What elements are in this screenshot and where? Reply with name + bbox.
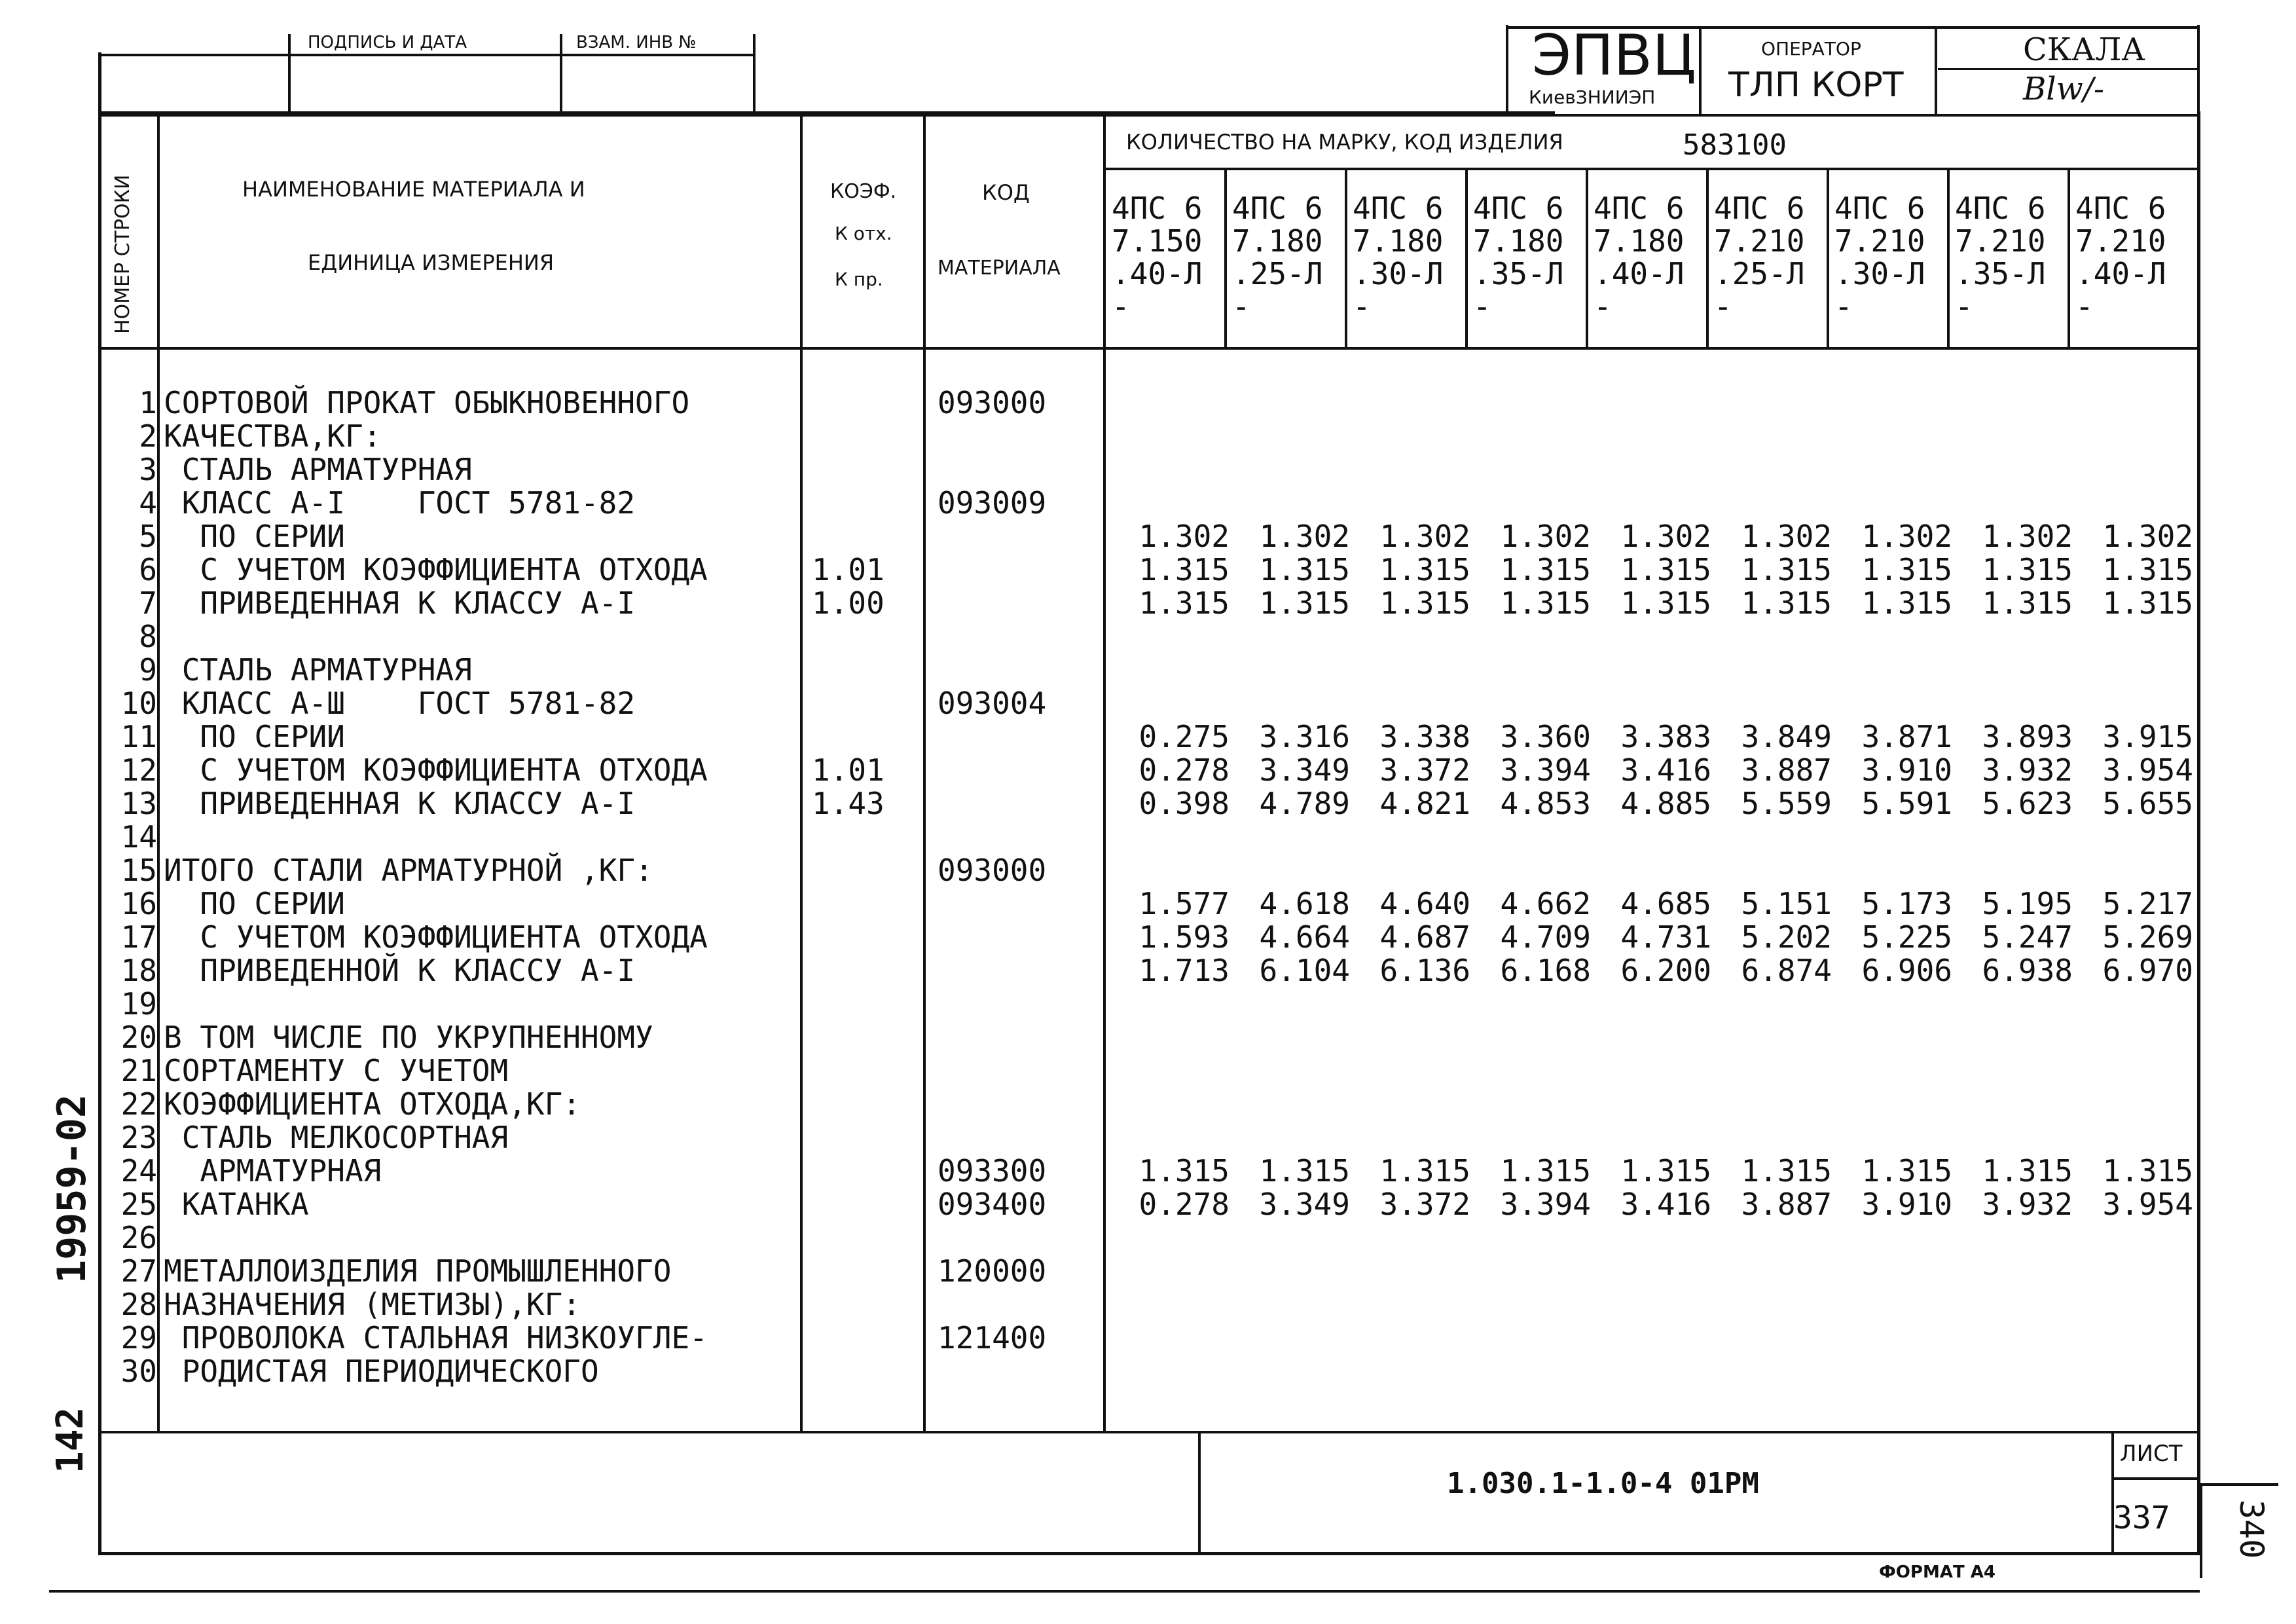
quantity-cell: 1.302 xyxy=(1620,519,1711,554)
quantity-cell: 3.932 xyxy=(1982,1187,2073,1222)
quantity-cell: 6.970 xyxy=(2102,953,2193,988)
quantity-cell: 4.664 xyxy=(1259,919,1350,955)
quantity-cell: 5.195 xyxy=(1982,886,2073,921)
material-name: КАЧЕСТВА,КГ: xyxy=(164,418,382,454)
quantity-cell: 6.136 xyxy=(1379,953,1470,988)
quantity-cell: 3.316 xyxy=(1259,719,1350,754)
quantity-cell: 1.315 xyxy=(1620,1153,1711,1189)
quantity-cell: 1.315 xyxy=(1500,552,1591,587)
material-name: НАЗНАЧЕНИЯ (МЕТИЗЫ),КГ: xyxy=(164,1287,581,1322)
quantity-cell: 1.315 xyxy=(1379,585,1470,621)
row-number: 4 xyxy=(139,485,157,521)
material-name: СТАЛЬ АРМАТУРНАЯ xyxy=(164,452,472,487)
row-number: 15 xyxy=(120,853,157,888)
quantity-cell: 6.938 xyxy=(1982,953,2073,988)
quantity-cell: 0.398 xyxy=(1139,786,1230,821)
quantity-cell: 5.202 xyxy=(1741,919,1832,955)
product-column-header-3-line-4: - xyxy=(1353,289,1371,324)
quantity-cell: 3.910 xyxy=(1861,752,1952,788)
page-number: 340 xyxy=(2232,1500,2270,1559)
row-number: 28 xyxy=(120,1287,157,1322)
quantity-cell: 1.713 xyxy=(1139,953,1230,988)
material-code: 093300 xyxy=(938,1153,1047,1189)
product-column-header-9-line-3: .40-Л xyxy=(2075,256,2166,291)
quantity-cell: 3.360 xyxy=(1500,719,1591,754)
quantity-cell: 1.315 xyxy=(1741,1153,1832,1189)
row-number: 8 xyxy=(139,619,157,654)
quantity-cell: 3.954 xyxy=(2102,752,2193,788)
quantity-cell: 1.577 xyxy=(1139,886,1230,921)
quantity-cell: 1.315 xyxy=(1620,552,1711,587)
quantity-cell: 5.217 xyxy=(2102,886,2193,921)
material-code: 093000 xyxy=(938,853,1047,888)
line-number-header: НОМЕР СТРОКИ xyxy=(111,174,134,334)
quantity-cell: 1.315 xyxy=(1741,585,1832,621)
quantity-cell: 0.278 xyxy=(1139,1187,1230,1222)
row-number: 27 xyxy=(120,1253,157,1289)
quantity-cell: 5.559 xyxy=(1741,786,1832,821)
quantity-cell: 1.302 xyxy=(1741,519,1832,554)
material-code: 121400 xyxy=(938,1320,1047,1356)
product-column-header-3-line-3: .30-Л xyxy=(1353,256,1444,291)
quantity-cell: 1.315 xyxy=(1259,585,1350,621)
row-number: 17 xyxy=(120,919,157,955)
material-name: С УЧЕТОМ КОЭФФИЦИЕНТА ОТХОДА xyxy=(164,552,708,587)
material-code: 120000 xyxy=(938,1253,1047,1289)
quantity-cell: 4.885 xyxy=(1620,786,1711,821)
org-subname: КиевЗНИИЭП xyxy=(1529,86,1656,108)
quantity-cell: 3.338 xyxy=(1379,719,1470,754)
quantity-cell: 3.893 xyxy=(1982,719,2073,754)
code-header-1: КОД xyxy=(982,180,1030,205)
quantity-cell: 6.200 xyxy=(1620,953,1711,988)
material-name: СТАЛЬ МЕЛКОСОРТНАЯ xyxy=(164,1120,509,1155)
quantity-cell: 1.302 xyxy=(1259,519,1350,554)
product-column-header-5-line-1: 4ПС 6 xyxy=(1594,191,1685,226)
material-name: КАТАНКА xyxy=(164,1187,309,1222)
product-column-header-1-line-4: - xyxy=(1112,289,1130,324)
quantity-cell: 1.315 xyxy=(1982,585,2073,621)
product-column-header-8-line-1: 4ПС 6 xyxy=(1955,191,2046,226)
coefficient: 1.01 xyxy=(812,552,884,587)
quantity-cell: 5.623 xyxy=(1982,786,2073,821)
quantity-cell: 6.906 xyxy=(1861,953,1952,988)
quantity-cell: 4.618 xyxy=(1259,886,1350,921)
product-column-header-6-line-1: 4ПС 6 xyxy=(1714,191,1805,226)
row-number: 10 xyxy=(120,686,157,721)
quantity-cell: 1.302 xyxy=(1861,519,1952,554)
skala-signature: Вlw/- xyxy=(2023,71,2105,107)
product-column-header-1-line-2: 7.150 xyxy=(1112,223,1203,259)
product-column-header-5-line-4: - xyxy=(1594,289,1612,324)
quantity-cell: 1.593 xyxy=(1139,919,1230,955)
quantity-cell: 1.315 xyxy=(1379,552,1470,587)
row-number: 30 xyxy=(120,1354,157,1389)
quantity-cell: 3.887 xyxy=(1741,752,1832,788)
skala-label: СКАЛА xyxy=(2023,31,2145,68)
row-number: 7 xyxy=(139,585,157,621)
row-number: 2 xyxy=(139,418,157,454)
row-number: 12 xyxy=(120,752,157,788)
material-name: С УЧЕТОМ КОЭФФИЦИЕНТА ОТХОДА xyxy=(164,752,708,788)
material-name: ПРОВОЛОКА СТАЛЬНАЯ НИЗКОУГЛЕ- xyxy=(164,1320,708,1356)
stamp-signature-date-label: ПОДПИСЬ И ДАТА xyxy=(308,33,467,52)
quantity-cell: 1.315 xyxy=(2102,1153,2193,1189)
quantity-cell: 1.315 xyxy=(1139,585,1230,621)
product-column-header-1-line-3: .40-Л xyxy=(1112,256,1203,291)
row-number: 21 xyxy=(120,1053,157,1088)
product-code: 583100 xyxy=(1683,128,1787,162)
material-name: РОДИСТАЯ ПЕРИОДИЧЕСКОГО xyxy=(164,1354,599,1389)
material-name: ПО СЕРИИ xyxy=(164,519,345,554)
product-column-header-4-line-4: - xyxy=(1473,289,1491,324)
material-name: МЕТАЛЛОИЗДЕЛИЯ ПРОМЫШЛЕННОГО xyxy=(164,1253,672,1289)
sheet-number: 337 xyxy=(2113,1500,2170,1536)
row-number: 9 xyxy=(139,652,157,688)
quantity-cell: 0.275 xyxy=(1139,719,1230,754)
quantity-cell: 3.416 xyxy=(1620,752,1711,788)
quantity-cell: 4.731 xyxy=(1620,919,1711,955)
quantity-cell: 1.315 xyxy=(1500,1153,1591,1189)
product-column-header-7-line-4: - xyxy=(1834,289,1853,324)
quantity-cell: 5.173 xyxy=(1861,886,1952,921)
product-column-header-8-line-3: .35-Л xyxy=(1955,256,2046,291)
material-code: 093009 xyxy=(938,485,1047,521)
product-column-header-4-line-1: 4ПС 6 xyxy=(1473,191,1564,226)
row-number: 6 xyxy=(139,552,157,587)
quantity-cell: 1.315 xyxy=(1379,1153,1470,1189)
quantity-cell: 5.247 xyxy=(1982,919,2073,955)
product-column-header-2-line-2: 7.180 xyxy=(1232,223,1323,259)
row-number: 1 xyxy=(139,385,157,420)
quantity-cell: 5.151 xyxy=(1741,886,1832,921)
row-number: 23 xyxy=(120,1120,157,1155)
product-column-header-9-line-1: 4ПС 6 xyxy=(2075,191,2166,226)
material-code: 093004 xyxy=(938,686,1047,721)
quantity-cell: 4.853 xyxy=(1500,786,1591,821)
quantity-cell: 5.225 xyxy=(1861,919,1952,955)
quantity-cell: 1.315 xyxy=(1139,552,1230,587)
product-column-header-5-line-2: 7.180 xyxy=(1594,223,1685,259)
coefficient: 1.00 xyxy=(812,585,884,621)
quantity-cell: 1.302 xyxy=(1139,519,1230,554)
material-name: СОРТАМЕНТУ С УЧЕТОМ xyxy=(164,1053,509,1088)
quantity-cell: 1.315 xyxy=(2102,585,2193,621)
row-number: 24 xyxy=(120,1153,157,1189)
row-number: 25 xyxy=(120,1187,157,1222)
quantity-cell: 4.662 xyxy=(1500,886,1591,921)
org-name: ЭПВЦ xyxy=(1532,23,1696,88)
sheet-label: ЛИСТ xyxy=(2120,1441,2183,1467)
quantity-cell: 4.687 xyxy=(1379,919,1470,955)
material-name: КЛАСС А-Ш ГОСТ 5781-82 xyxy=(164,686,636,721)
material-name: СТАЛЬ АРМАТУРНАЯ xyxy=(164,652,472,688)
material-code: 093000 xyxy=(938,385,1047,420)
product-column-header-9-line-2: 7.210 xyxy=(2075,223,2166,259)
coef-header-3: К пр. xyxy=(835,268,883,290)
quantity-cell: 3.349 xyxy=(1259,752,1350,788)
material-name: КОЭФФИЦИЕНТА ОТХОДА,КГ: xyxy=(164,1086,581,1122)
quantity-cell: 1.315 xyxy=(1741,552,1832,587)
material-name: КЛАСС А-I ГОСТ 5781-82 xyxy=(164,485,636,521)
quantity-cell: 3.394 xyxy=(1500,1187,1591,1222)
product-column-header-1-line-1: 4ПС 6 xyxy=(1112,191,1203,226)
quantity-cell: 1.302 xyxy=(1982,519,2073,554)
product-column-header-4-line-3: .35-Л xyxy=(1473,256,1564,291)
format-label: ФОРМАТ А4 xyxy=(1879,1562,1995,1582)
code-header-2: МАТЕРИАЛА xyxy=(938,257,1061,280)
quantity-cell: 4.821 xyxy=(1379,786,1470,821)
row-number: 11 xyxy=(120,719,157,754)
material-name: ПО СЕРИИ xyxy=(164,719,345,754)
product-column-header-8-line-4: - xyxy=(1955,289,1973,324)
row-number: 3 xyxy=(139,452,157,487)
quantity-cell: 3.910 xyxy=(1861,1187,1952,1222)
product-column-header-7-line-3: .30-Л xyxy=(1834,256,1925,291)
operator-name: ТЛП КОРТ xyxy=(1728,65,1904,105)
quantity-cell: 3.954 xyxy=(2102,1187,2193,1222)
quantity-cell: 1.315 xyxy=(1620,585,1711,621)
material-name: АРМАТУРНАЯ xyxy=(164,1153,382,1189)
material-name: ПРИВЕДЕННОЙ К КЛАССУ А-I xyxy=(164,953,636,988)
quantity-cell: 6.104 xyxy=(1259,953,1350,988)
quantity-cell: 4.640 xyxy=(1379,886,1470,921)
quantity-cell: 3.394 xyxy=(1500,752,1591,788)
quantity-cell: 1.315 xyxy=(1861,585,1952,621)
quantity-cell: 4.685 xyxy=(1620,886,1711,921)
quantity-cell: 0.278 xyxy=(1139,752,1230,788)
row-number: 22 xyxy=(120,1086,157,1122)
quantity-cell: 3.372 xyxy=(1379,752,1470,788)
product-column-header-2-line-1: 4ПС 6 xyxy=(1232,191,1323,226)
product-column-header-3-line-2: 7.180 xyxy=(1353,223,1444,259)
quantity-cell: 3.887 xyxy=(1741,1187,1832,1222)
quantity-header: КОЛИЧЕСТВО НА МАРКУ, КОД ИЗДЕЛИЯ xyxy=(1126,130,1563,155)
product-column-header-5-line-3: .40-Л xyxy=(1594,256,1685,291)
operator-label: ОПЕРАТОР xyxy=(1761,38,1861,60)
quantity-cell: 1.315 xyxy=(1500,585,1591,621)
quantity-cell: 1.302 xyxy=(1379,519,1470,554)
quantity-cell: 1.315 xyxy=(2102,552,2193,587)
row-number: 29 xyxy=(120,1320,157,1356)
product-column-header-7-line-1: 4ПС 6 xyxy=(1834,191,1925,226)
quantity-cell: 4.789 xyxy=(1259,786,1350,821)
product-column-header-6-line-4: - xyxy=(1714,289,1732,324)
row-number: 5 xyxy=(139,519,157,554)
side-document-number: 19959-02 xyxy=(49,1094,95,1283)
product-column-header-2-line-3: .25-Л xyxy=(1232,256,1323,291)
material-name: ПРИВЕДЕННАЯ К КЛАССУ А-I xyxy=(164,786,636,821)
row-number: 19 xyxy=(120,986,157,1022)
quantity-cell: 6.874 xyxy=(1741,953,1832,988)
side-page-number: 142 xyxy=(49,1407,92,1473)
quantity-cell: 1.315 xyxy=(1259,1153,1350,1189)
material-name: С УЧЕТОМ КОЭФФИЦИЕНТА ОТХОДА xyxy=(164,919,708,955)
quantity-cell: 1.315 xyxy=(1861,1153,1952,1189)
quantity-cell: 3.416 xyxy=(1620,1187,1711,1222)
row-number: 26 xyxy=(120,1220,157,1255)
product-column-header-6-line-2: 7.210 xyxy=(1714,223,1805,259)
product-column-header-4-line-2: 7.180 xyxy=(1473,223,1564,259)
quantity-cell: 3.849 xyxy=(1741,719,1832,754)
material-name: В ТОМ ЧИСЛЕ ПО УКРУПНЕННОМУ xyxy=(164,1020,653,1055)
material-name: СОРТОВОЙ ПРОКАТ ОБЫКНОВЕННОГО xyxy=(164,385,690,420)
coefficient: 1.01 xyxy=(812,752,884,788)
quantity-cell: 3.349 xyxy=(1259,1187,1350,1222)
coefficient: 1.43 xyxy=(812,786,884,821)
document-code: 1.030.1-1.0-4 01РМ xyxy=(1447,1467,1759,1500)
quantity-cell: 3.871 xyxy=(1861,719,1952,754)
quantity-cell: 3.915 xyxy=(2102,719,2193,754)
coef-header-1: КОЭФ. xyxy=(830,180,897,203)
row-number: 20 xyxy=(120,1020,157,1055)
coef-header-2: К отх. xyxy=(835,223,892,244)
material-name: ПО СЕРИИ xyxy=(164,886,345,921)
quantity-cell: 3.383 xyxy=(1620,719,1711,754)
quantity-cell: 1.302 xyxy=(1500,519,1591,554)
material-name-header-1: НАИМЕНОВАНИЕ МАТЕРИАЛА И xyxy=(242,177,585,202)
quantity-cell: 1.315 xyxy=(1982,1153,2073,1189)
quantity-cell: 6.168 xyxy=(1500,953,1591,988)
quantity-cell: 4.709 xyxy=(1500,919,1591,955)
material-name: ПРИВЕДЕННАЯ К КЛАССУ А-I xyxy=(164,585,636,621)
quantity-cell: 3.372 xyxy=(1379,1187,1470,1222)
product-column-header-3-line-1: 4ПС 6 xyxy=(1353,191,1444,226)
quantity-cell: 1.315 xyxy=(1139,1153,1230,1189)
quantity-cell: 5.655 xyxy=(2102,786,2193,821)
quantity-cell: 5.591 xyxy=(1861,786,1952,821)
stamp-inv-label: ВЗАМ. ИНВ № xyxy=(576,33,697,52)
material-name: ИТОГО СТАЛИ АРМАТУРНОЙ ,КГ: xyxy=(164,853,653,888)
row-number: 13 xyxy=(120,786,157,821)
row-number: 18 xyxy=(120,953,157,988)
quantity-cell: 1.315 xyxy=(1982,552,2073,587)
material-code: 093400 xyxy=(938,1187,1047,1222)
product-column-header-9-line-4: - xyxy=(2075,289,2094,324)
product-column-header-2-line-4: - xyxy=(1232,289,1250,324)
row-number: 14 xyxy=(120,819,157,855)
quantity-cell: 5.269 xyxy=(2102,919,2193,955)
row-number: 16 xyxy=(120,886,157,921)
product-column-header-7-line-2: 7.210 xyxy=(1834,223,1925,259)
quantity-cell: 3.932 xyxy=(1982,752,2073,788)
material-name-header-2: ЕДИНИЦА ИЗМЕРЕНИЯ xyxy=(308,250,555,275)
product-column-header-8-line-2: 7.210 xyxy=(1955,223,2046,259)
quantity-cell: 1.302 xyxy=(2102,519,2193,554)
product-column-header-6-line-3: .25-Л xyxy=(1714,256,1805,291)
quantity-cell: 1.315 xyxy=(1861,552,1952,587)
quantity-cell: 1.315 xyxy=(1259,552,1350,587)
